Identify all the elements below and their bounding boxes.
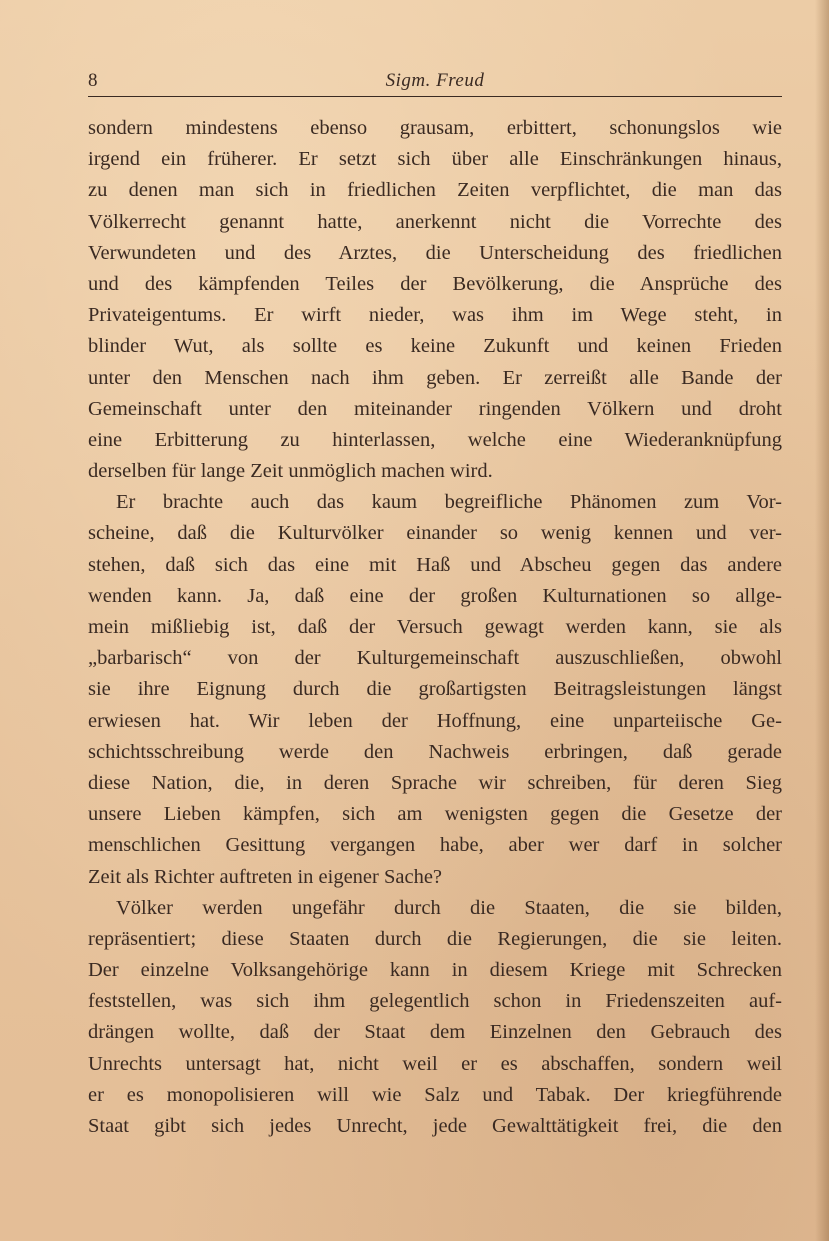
text-line: stehen, daß sich das eine mit Haß und Abscheu gegen das andere bbox=[88, 553, 782, 576]
text-line: schichtsschreibung werde den Nachweis erbringen, daß gerade bbox=[88, 740, 782, 763]
text-line: Privateigentums. Er wirft nieder, was ihm im Wege steht, in bbox=[88, 304, 782, 327]
text-line: Unrechts untersagt hat, nicht weil er es abschaffen, sondern weil bbox=[88, 1052, 782, 1075]
page-edge-shadow bbox=[815, 0, 829, 1241]
text-line: sondern mindestens ebenso grausam, erbittert, schonungslos wie bbox=[88, 117, 782, 139]
text-line: repräsentiert; diese Staaten durch die Regierungen, die sie leiten. bbox=[88, 927, 782, 950]
text-line: sie ihre Eignung durch die großartigsten Beitragsleistungen längst bbox=[88, 678, 782, 701]
header-rule bbox=[88, 96, 782, 97]
text-line: feststellen, was sich ihm gelegentlich schon in Friedenszeiten auf- bbox=[88, 990, 782, 1013]
text-line: menschlichen Gesittung vergangen habe, aber wer darf in solcher bbox=[88, 834, 782, 857]
page-header bbox=[88, 70, 782, 94]
text-line: unter den Menschen nach ihm geben. Er zerreißt alle Bande der bbox=[88, 366, 782, 389]
text-line: Staat gibt sich jedes Unrecht, jede Gewalttätigkeit frei, die den bbox=[88, 1115, 782, 1137]
text-line: irgend ein früherer. Er setzt sich über alle Einschränkungen hinaus, bbox=[88, 148, 782, 171]
body-text bbox=[88, 113, 782, 1142]
text-line: „barbarisch“ von der Kulturgemeinschaft auszuschließen, obwohl bbox=[88, 647, 782, 670]
text-line: drängen wollte, daß der Staat dem Einzelnen den Gebrauch des bbox=[88, 1021, 782, 1044]
text-line: Völker werden ungefähr durch die Staaten, die sie bilden, bbox=[116, 896, 782, 919]
page-number: 8 bbox=[88, 70, 98, 91]
text-line: derselben für lange Zeit unmöglich machen wird. bbox=[88, 460, 493, 483]
text-line: Er brachte auch das kaum begreifliche Phänomen zum Vor- bbox=[116, 491, 782, 514]
text-line: scheine, daß die Kulturvölker einander so wenig kennen und ver- bbox=[88, 522, 782, 545]
text-line: diese Nation, die, in deren Sprache wir schreiben, für deren Sieg bbox=[88, 771, 782, 794]
text-line: blinder Wut, als sollte es keine Zukunft und keinen Frieden bbox=[88, 335, 782, 358]
text-line: und des kämpfenden Teiles der Bevölkerung, die Ansprüche des bbox=[88, 272, 782, 295]
text-line: Zeit als Richter auftreten in eigener Sache? bbox=[88, 865, 443, 888]
text-line: Völkerrecht genannt hatte, anerkennt nicht die Vorrechte des bbox=[88, 210, 782, 233]
text-line: erwiesen hat. Wir leben der Hoffnung, eine unparteiische Ge- bbox=[88, 709, 782, 732]
text-line: unsere Lieben kämpfen, sich am wenigsten gegen die Gesetze der bbox=[88, 803, 782, 826]
text-line: mein mißliebig ist, daß der Versuch gewagt werden kann, sie als bbox=[88, 616, 782, 638]
text-line: Gemeinschaft unter den miteinander ringenden Völkern und droht bbox=[88, 397, 782, 420]
text-line: Verwundeten und des Arztes, die Unterscheidung des friedlichen bbox=[88, 241, 782, 264]
text-line: eine Erbitterung zu hinterlassen, welche eine Wiederanknüpfung bbox=[88, 428, 782, 451]
text-line: zu denen man sich in friedlichen Zeiten verpflichtet, die man das bbox=[88, 179, 782, 202]
running-head: Sigm. Freud bbox=[385, 70, 485, 91]
text-line: wenden kann. Ja, daß eine der großen Kulturnationen so allge- bbox=[88, 584, 782, 607]
text-line: Der einzelne Volksangehörige kann in diesem Kriege mit Schrecken bbox=[88, 959, 782, 982]
text-line: er es monopolisieren will wie Salz und Tabak. Der kriegführende bbox=[88, 1083, 782, 1106]
